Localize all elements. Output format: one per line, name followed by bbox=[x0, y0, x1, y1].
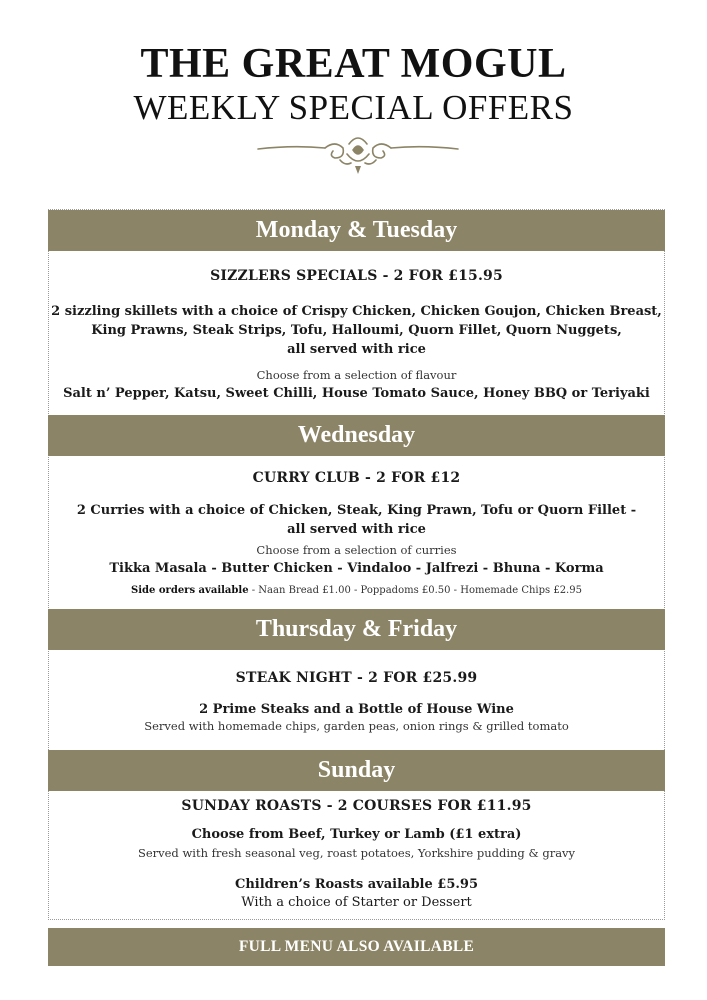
day-band-wednesday: Wednesday bbox=[48, 415, 665, 456]
page-subtitle: WEEKLY SPECIAL OFFERS bbox=[133, 88, 574, 127]
choice-list: Salt n’ Pepper, Katsu, Sweet Chilli, House Tomato Sauce, Honey BBQ or Teriyaki bbox=[63, 386, 650, 401]
side-orders bbox=[50, 585, 663, 596]
offer-title: CURRY CLUB - 2 FOR £12 bbox=[252, 470, 461, 486]
restaurant-title: THE GREAT MOGUL bbox=[140, 41, 567, 87]
offer-served-with: Served with homemade chips, garden peas, onion rings & grilled tomato bbox=[144, 719, 569, 733]
childrens-roasts-note: With a choice of Starter or Dessert bbox=[241, 895, 472, 910]
offer-title: SIZZLERS SPECIALS - 2 FOR £15.95 bbox=[210, 268, 503, 284]
flourish-ornament-icon bbox=[253, 130, 463, 180]
offer-description-line: King Prawns, Steak Strips, Tofu, Halloumi, Quorn Fillet, Quorn Nuggets, bbox=[91, 323, 622, 338]
side-orders-list: - Naan Bread £1.00 - Poppadoms £0.50 - Homemade Chips £2.95 bbox=[251, 585, 582, 596]
day-band-monday-tuesday: Monday & Tuesday bbox=[48, 210, 665, 251]
offer-main: 2 Prime Steaks and a Bottle of House Wine bbox=[199, 702, 514, 717]
childrens-roasts: Children’s Roasts available £5.95 bbox=[234, 877, 478, 892]
day-band-thursday-friday: Thursday & Friday bbox=[48, 609, 665, 650]
offer-description-line: 2 sizzling skillets with a choice of Crispy Chicken, Chicken Goujon, Chicken Breast, bbox=[51, 304, 662, 319]
choice-list: Tikka Masala - Butter Chicken - Vindaloo - Jalfrezi - Bhuna - Korma bbox=[109, 561, 604, 576]
choice-label: Choose from a selection of curries bbox=[256, 543, 457, 557]
side-orders-label: Side orders available bbox=[131, 585, 249, 596]
offer-description-line: all served with rice bbox=[287, 342, 426, 357]
day-band-sunday: Sunday bbox=[48, 750, 665, 791]
offer-served-with: Served with fresh seasonal veg, roast potatoes, Yorkshire pudding & gravy bbox=[137, 846, 576, 860]
choice-label: Choose from a selection of flavour bbox=[256, 368, 457, 382]
full-menu-banner: FULL MENU ALSO AVAILABLE bbox=[48, 928, 665, 966]
offer-description-line: 2 Curries with a choice of Chicken, Steak, King Prawn, Tofu or Quorn Fillet - bbox=[76, 503, 637, 518]
offer-title: SUNDAY ROASTS - 2 COURSES FOR £11.95 bbox=[181, 798, 532, 814]
offer-title: STEAK NIGHT - 2 FOR £25.99 bbox=[235, 670, 478, 686]
offer-description-line: all served with rice bbox=[287, 522, 426, 537]
offer-main: Choose from Beef, Turkey or Lamb (£1 extra) bbox=[191, 827, 522, 842]
